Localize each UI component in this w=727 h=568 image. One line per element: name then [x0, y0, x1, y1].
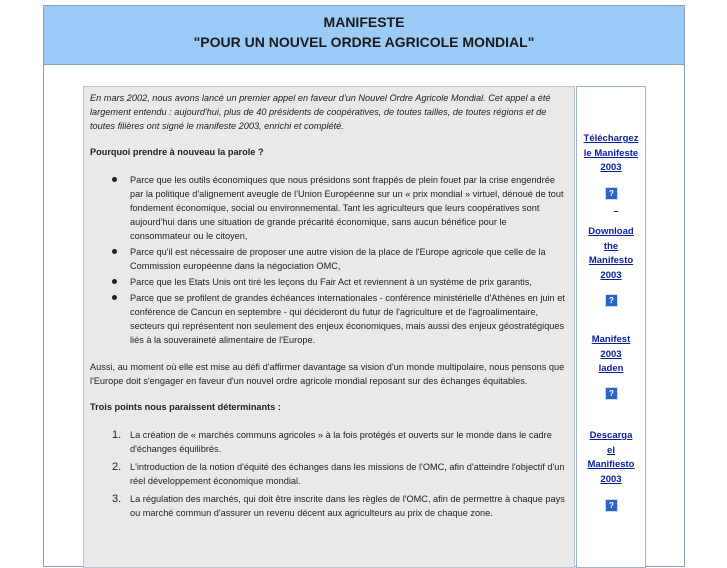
list-item: Parce qu'il est nécessaire de proposer une autre vision de la place de l'Europe agricole que celle de la Commission européenne dans la négociation OMC,: [130, 245, 568, 273]
question-heading: Pourquoi prendre à nouveau la parole ?: [90, 147, 264, 157]
page-frame: [43, 5, 685, 567]
list-item: Parce que se profilent de grandes échéances internationales - conférence ministérielle d'Athènes en juin et conférence de Cancun en septembre - qui décideront du futur de l'agriculture et de l'agroalimentaire, secteurs qui représentent non seulement des enjeux économiques, mais aussi des enjeux géostratégiques liés à la souveraineté alimentaire de l'Europe.: [130, 291, 568, 347]
page-subtitle: "POUR UN NOUVEL ORDRE AGRICOLE MONDIAL": [193, 34, 535, 50]
download-sidebar: [576, 86, 646, 568]
list-item: 2. L'introduction de la notion d'équité des échanges dans les missions de l'OMC, afin d'atteindre l'objectif d'un réel développement économique mondial.: [112, 461, 565, 486]
download-link-fr[interactable]: Téléchargez le Manifeste 2003: [583, 133, 639, 173]
download-link-de[interactable]: Manifest 2003 laden: [591, 334, 631, 374]
download-link-en[interactable]: Download the Manifesto 2003: [588, 226, 634, 281]
bullet-icon: [112, 177, 117, 182]
bullet-icon: [112, 295, 117, 300]
missing-image-icon[interactable]: ?: [605, 294, 618, 307]
points-heading: Trois points nous paraissent déterminants :: [90, 402, 281, 412]
page-title: MANIFESTE: [323, 14, 405, 30]
manifesto-content: [83, 86, 575, 568]
download-link-es[interactable]: Descarga el Manifiesto 2003: [587, 430, 635, 485]
intro-text: En mars 2002, nous avons lancé un premier appel en faveur d'un Nouvel Ordre Agricole Mondial. Cet appel a été largement entendu : aujourd'hui, plus de 40 présidents de coopératives, de toutes tailles, de toutes régions et de toutes filières ont signé le manifeste 2003, enrichi et complété.: [90, 93, 551, 131]
list-item: 1. La création de « marchés communs agricoles » à la fois protégés et ouverts sur le monde dans le cadre d'échanges équilibrés.: [112, 429, 552, 454]
bullet-icon: [112, 279, 117, 284]
link-underline[interactable]: [614, 211, 618, 212]
list-item: Parce que les Etats Unis ont tiré les leçons du Fair Act et reviennent à un système de prix garantis,: [130, 275, 568, 289]
missing-image-icon[interactable]: ?: [605, 499, 618, 512]
page-header: [44, 6, 684, 65]
bullet-icon: [112, 249, 117, 254]
missing-image-icon[interactable]: ?: [605, 387, 618, 400]
reasons-list: [90, 173, 568, 347]
list-item: Parce que les outils économiques que nous présidons sont frappés de plein fouet par la crise engendrée par la politique d'alignement aveugle de l'Union Européenne sur un « prix mondial » virtuel, dénoué de tout fondement économique, social ou environnemental. Tant les agriculteurs que leurs coopératives sont aujourd'hui dans une situation de grande précarité économique, sans aucun bénéfice pour le consommateur ou le citoyen,: [130, 173, 568, 243]
list-item: 3. La régulation des marchés, qui doit être inscrite dans les règles de l'OMC, afin de permettre à chaque pays ou marché commun d'assurer un revenu décent aux agriculteurs au prix de chaque zone.: [112, 493, 565, 518]
points-list: [90, 428, 568, 520]
europe-paragraph: Aussi, au moment où elle est mise au défi d'affirmer davantage sa vision d'un monde multipolaire, nous pensons que l'Europe doit s'engager en faveur d'un nouvel ordre agricole mondial reposant sur des échanges équitables.: [90, 362, 565, 386]
missing-image-icon[interactable]: ?: [605, 187, 618, 200]
